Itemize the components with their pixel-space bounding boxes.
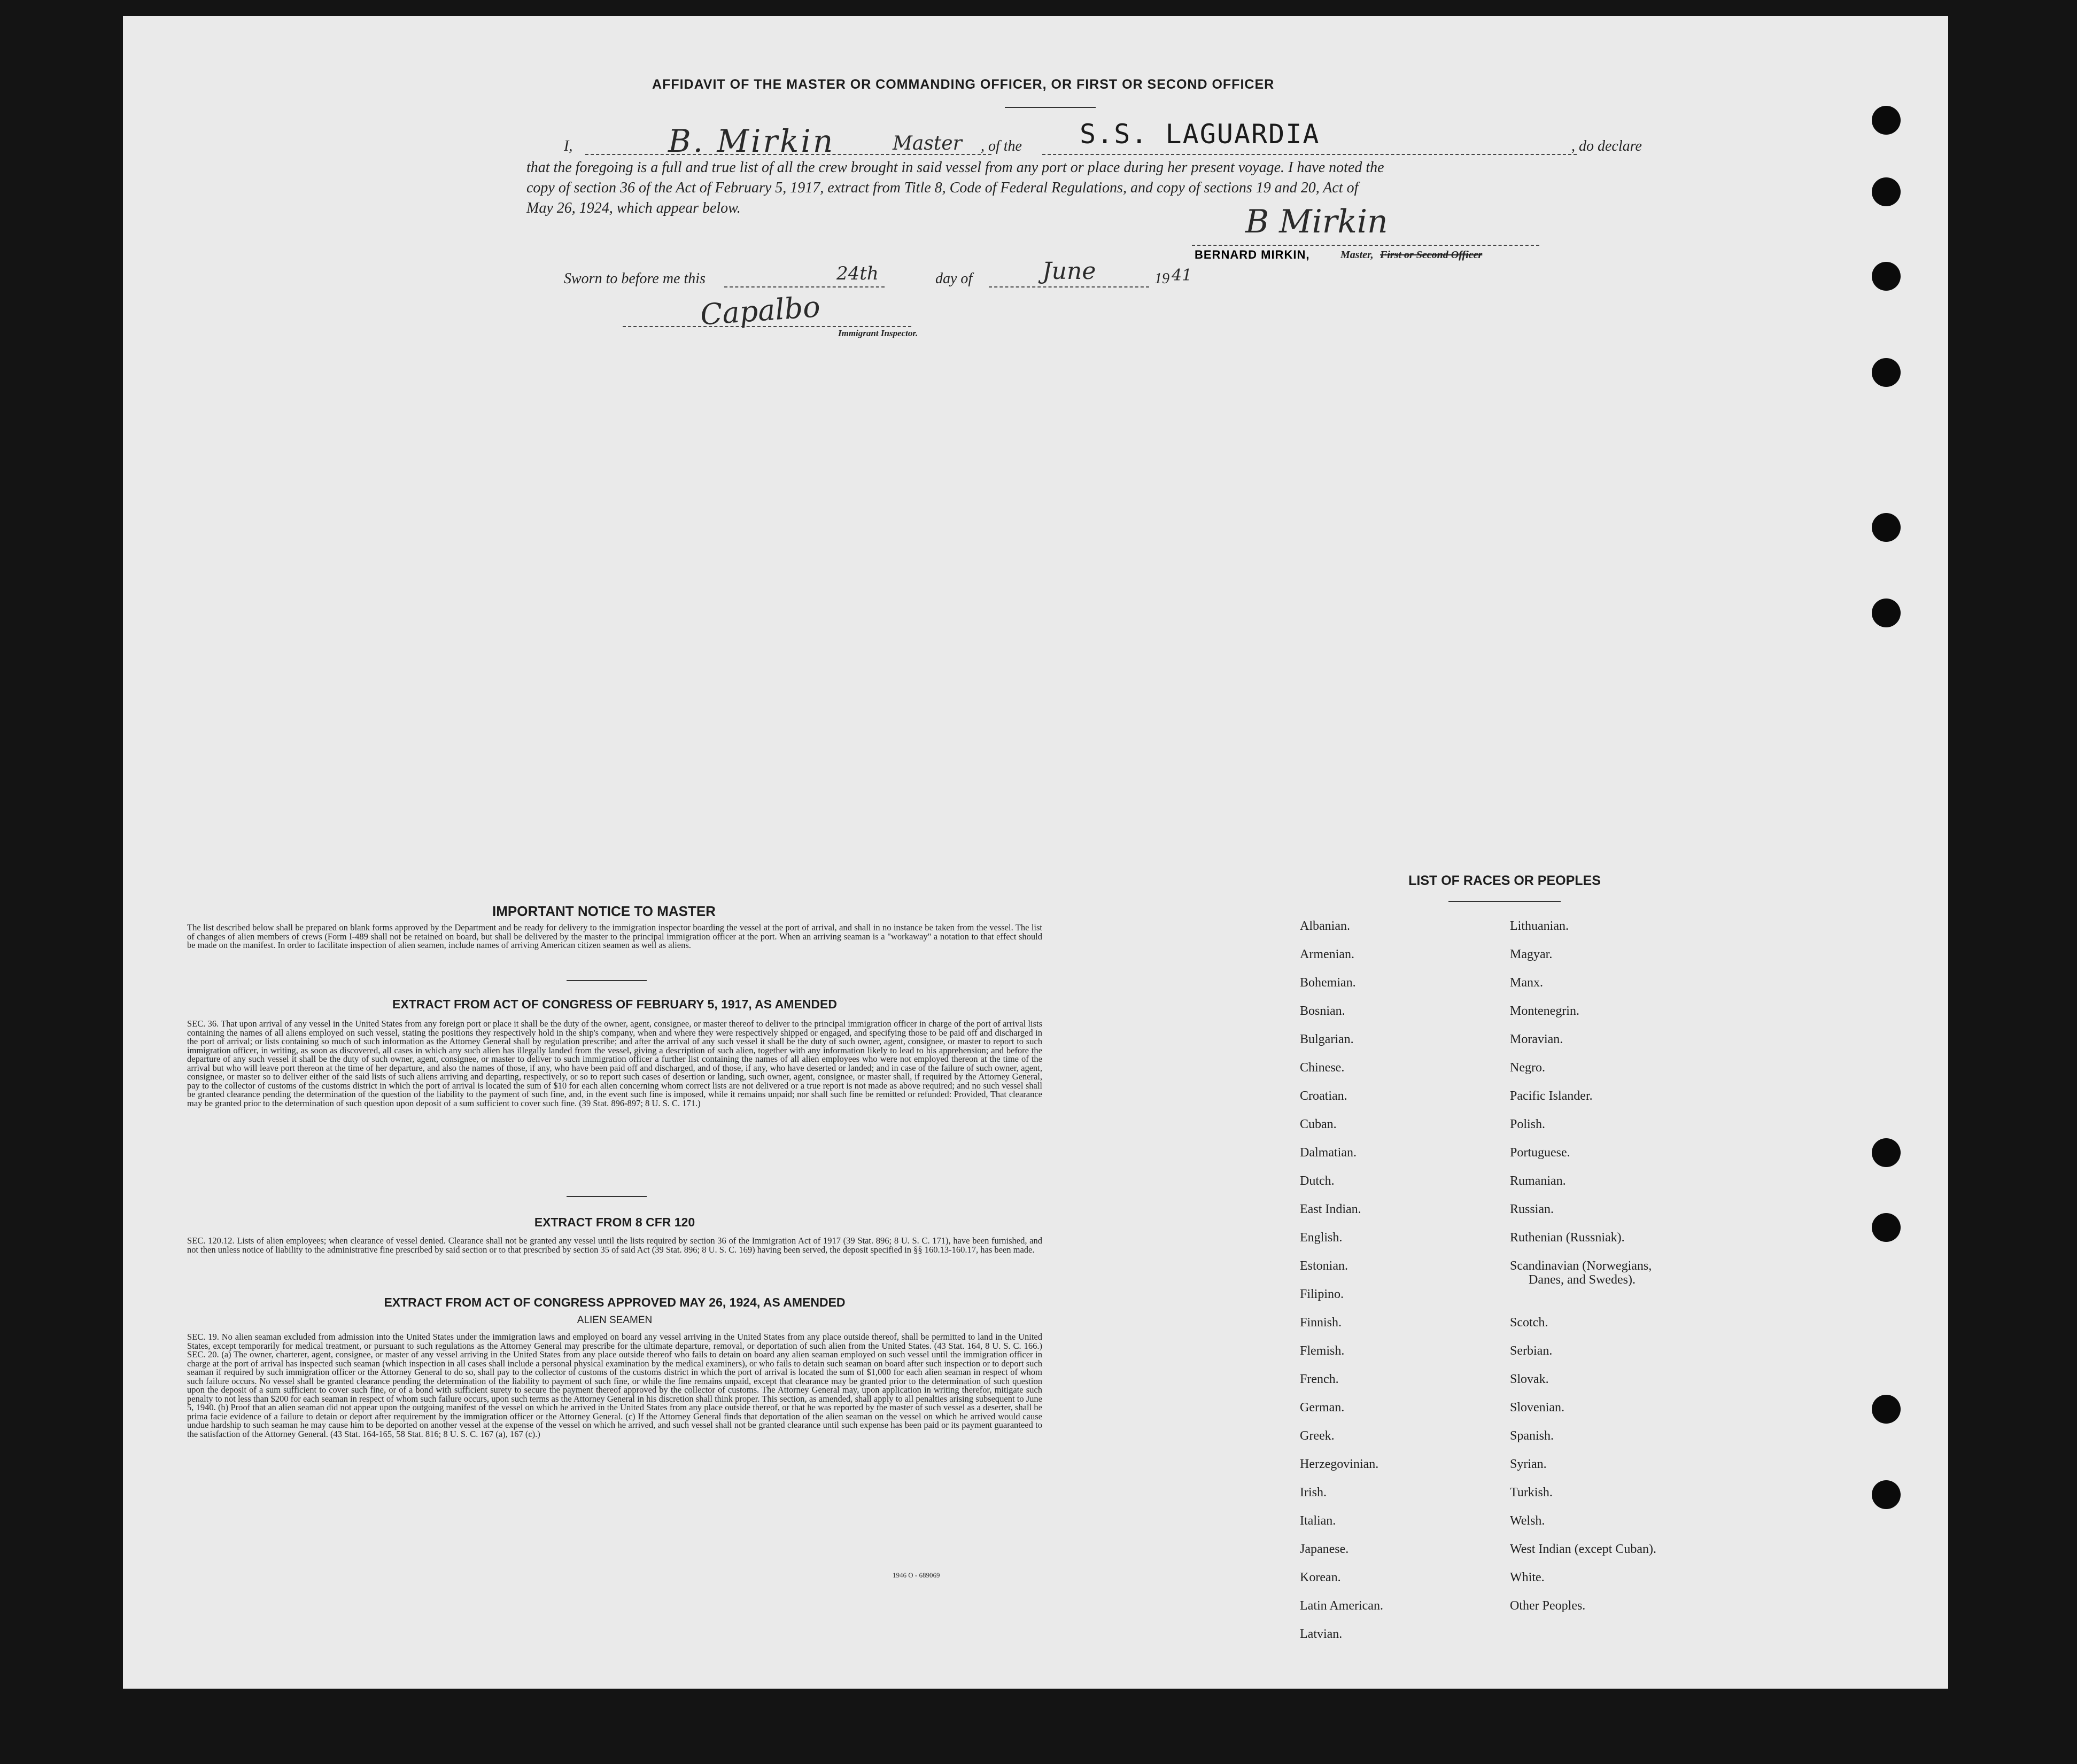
notice-title: IMPORTANT NOTICE TO MASTER [492,903,716,919]
punch-hole [1872,106,1901,135]
race-left-item: Albanian. [1300,919,1350,933]
punch-hole [1872,513,1901,542]
race-right-item: West Indian (except Cuban). [1510,1542,1656,1556]
race-left-item: Italian. [1300,1514,1336,1528]
race-left-item: Latin American. [1300,1599,1383,1613]
sworn-label: Sworn to before me this [564,270,706,287]
punch-hole [1872,1213,1901,1242]
race-right-item: Polish. [1510,1117,1546,1131]
races-divider [1448,901,1561,902]
race-right-item: Manx. [1510,976,1543,990]
extract-cfr-title: EXTRACT FROM 8 CFR 120 [534,1215,695,1229]
race-right-item: Russian. [1510,1202,1554,1216]
race-left-item: Chinese. [1300,1061,1345,1075]
race-left-item: Filipino. [1300,1287,1344,1301]
race-right-item: Negro. [1510,1061,1545,1075]
sworn-month: June [1042,258,1096,285]
punch-hole [1872,262,1901,291]
race-left-item: Estonian. [1300,1259,1348,1273]
year-prefix: 19 [1154,270,1169,287]
affidavit-line-4: May 26, 1924, which appear below. [526,200,741,216]
signer-typed-name: BERNARD MIRKIN, [1195,248,1310,261]
extract-1917-divider [567,1196,647,1197]
race-right-item: Danes, and Swedes). [1529,1273,1636,1287]
master-name-handwritten: B. Mirkin [668,123,835,159]
print-code: 1946 O - 689069 [893,1571,940,1579]
sworn-month-line [989,286,1149,287]
race-left-item: Bohemian. [1300,976,1356,990]
race-right-item: Rumanian. [1510,1174,1566,1188]
punch-hole [1872,1138,1901,1167]
extract-1924-text: SEC. 19. No alien seaman excluded from admission into the United States under the immigration laws and employed on board any vessel arriving in the United States from any place outside thereof, shall be permitted to land in the United States, except temporarily for medical treatment, or pursuant to such regulations as the Attorney General may prescribe for the ultimate departure, removal, or deportation of such alien from the United States. (43 Stat. 164, 8 U. S. C. 166.) SEC. 20. (a) The owner, charterer, agent, consignee, or master of any vessel arriving in the United States from any place outside thereof who fails to detain on board any alien seaman employed on such vessel until the immigration officer in charge at the port of arrival has inspected such seaman (which inspection in all cases shall include a personal physical examination by the medical examiners), or who fails to detain such seaman on board after such inspection or to deport such seaman if required by such immigration officer or the Attorney General to do so, shall pay to the collector of customs of the customs district in which the port of arrival is located the sum of $1,000 for each alien seaman in respect of whom such failure occurs. No vessel shall be granted clearance pending the determination of the liability to payment of such fine, or while the fine remains unpaid, except that clearance may be granted prior to the determination of such question upon the deposit of a sum sufficient to cover such fine, or of a bond with sufficient surety to secure the payment thereof approved by the collector of customs. The Attorney General may, upon application in writing therefor, mitigate such penalty to not less than $200 for each seaman in respect of whom such failure occurs, upon such terms as the Attorney General in his discretion shall think proper. This section, as amended, shall apply to all penalties arising subsequent to June 5, 1940. (b) Proof that an alien seaman did not appear upon the outgoing manifest of the vessel on which he arrived in the United States from any place outside thereof, or that he was reported by the master of such vessel as a deserter, shall be prima facie evidence of a failure to detain or deport after requirement by the immigration officer or the Attorney General. (c) If the Attorney General finds that deportation of the alien seaman on the vessel on which he arrived would cause undue hardship to such seaman he may cause him to be deported on another vessel at the expense of the vessel on which he arrived, and such vessel shall not be granted clearance until such expense has been paid or its payment guaranteed to the satisfaction of the Attorney General. (43 Stat. 164-165, 58 Stat. 816; 8 U. S. C. 167 (a), 167 (c).) [187,1332,1042,1439]
race-left-item: German. [1300,1401,1345,1415]
race-right-item: Lithuanian. [1510,919,1569,933]
extract-1917-text: SEC. 36. That upon arrival of any vessel in the United States from any foreign port or place it shall be the duty of the owner, agent, consignee, or master thereof to deliver to the principal immigration officer in charge of the port of arrival lists containing the names of all aliens employed on such vessel, stating the positions they respectively hold in the ship's company, when and where they were respectively shipped or engaged, and specifying those to be paid off and discharged in the port of arrival; or lists containing so much of such information as the Attorney General shall by regulation prescribe; and after the arrival of any such vessel it shall be the duty of such owner, agent, consignee, or master to report to such immigration officer, in writing, as soon as discovered, all cases in which any such alien has illegally landed from the vessel, giving a description of such alien, together with any information likely to lead to his apprehension; and before the departure of any such vessel it shall be the duty of such owner, agent, consignee, or master to deliver to such immigration officer a further list containing the names of all alien employees who were not employed thereon at the time of the arrival but who will leave port thereon at the time of her departure, and also the names of those, if any, who have been paid off and discharged, and of those, if any, who have deserted or landed; and in case of the failure of such owner, agent, consignee, or master so to deliver either of the said lists of such aliens arriving and departing, respectively, or so to report such cases of desertion or landing, such owner, agent, consignee, or master shall, if required by the Attorney General, pay to the collector of customs of the customs district in which the port of arrival is located the sum of $10 for each alien concerning whom correct lists are not delivered or a true report is not made as above required; and no such vessel shall be granted clearance pending the determination of the question of the liability to the payment of such fine, and, in the event such fine is imposed, while it remains unpaid; nor shall such fine be remitted or refunded: Provided, That clearance may be granted prior to the determination of such question upon deposit of a sum sufficient to cover such fine. (39 Stat. 896-897; 8 U. S. C. 171.) [187,1019,1042,1108]
year-suffix: 41 [1172,266,1192,285]
race-right-item: Portuguese. [1510,1146,1570,1160]
race-right-item: Turkish. [1510,1486,1553,1499]
signature-line [1192,245,1539,246]
punch-hole [1872,599,1901,627]
sworn-day: 24th [836,263,879,284]
inspector-signature: Capalbo [699,290,821,332]
notice-divider [567,980,647,981]
race-left-item: Dutch. [1300,1174,1335,1188]
race-right-item: Ruthenian (Russniak). [1510,1231,1625,1245]
signer-role: Master, [1340,249,1374,261]
day-of-label: day of [935,270,973,287]
race-right-item: Syrian. [1510,1457,1547,1471]
race-right-item: Pacific Islander. [1510,1089,1593,1103]
punch-hole [1872,177,1901,206]
punch-hole [1872,358,1901,387]
race-left-item: Armenian. [1300,947,1354,961]
signer-role-struck: First or Second Officer [1380,249,1483,261]
races-title: LIST OF RACES OR PEOPLES [1408,873,1601,888]
punch-hole [1872,1395,1901,1424]
extract-cfr-text: SEC. 120.12. Lists of alien employees; when clearance of vessel denied. Clearance shall not be granted any vessel until the lists required by section 36 of the Immigration Act of 1917 (39 Stat. 896; 8 U. S. C. 171), have been furnished, and not then unless notice of liability to the administrative fine prescribed by said section or to that prescribed by section 35 of said Act (39 Stat. 896; 8 U. S. C. 169) having been served, the deposit specified in §§ 160.13-160.17, has been made. [187,1235,1042,1255]
race-right-item: Montenegrin. [1510,1004,1579,1018]
race-right-item: Scotch. [1510,1316,1548,1330]
race-left-item: Korean. [1300,1571,1341,1584]
race-left-item: Croatian. [1300,1089,1347,1103]
race-right-item: Welsh. [1510,1514,1545,1528]
race-right-item: Other Peoples. [1510,1599,1586,1613]
race-left-item: Greek. [1300,1429,1335,1443]
race-left-item: Cuban. [1300,1117,1337,1131]
extract-1924-title: EXTRACT FROM ACT OF CONGRESS APPROVED MAY 26, 1924, AS AMENDED [384,1295,846,1309]
race-left-item: Finnish. [1300,1316,1342,1330]
race-left-item: East Indian. [1300,1202,1361,1216]
master-signature: B Mirkin [1245,203,1388,240]
extract-1924-subtitle: ALIEN SEAMEN [577,1315,653,1326]
race-right-item: Slovenian. [1510,1401,1564,1415]
race-left-item: Herzegovinian. [1300,1457,1379,1471]
title-divider [1005,107,1096,108]
race-right-item: White. [1510,1571,1545,1584]
extract-1917-title: EXTRACT FROM ACT OF CONGRESS OF FEBRUARY 5, 1917, AS AMENDED [392,997,837,1011]
race-left-item: French. [1300,1372,1339,1386]
race-right-item: Moravian. [1510,1032,1563,1046]
race-right-item: Scandinavian (Norwegians, [1510,1259,1652,1273]
race-left-item: Flemish. [1300,1344,1345,1358]
vessel-name: S.S. LAGUARDIA [1080,119,1320,150]
affidavit-line-3: copy of section 36 of the Act of February 5, 1917, extract from Title 8, Code of Federal Regulations, and copy of sections 19 and 20, Act of [526,180,1359,196]
of-the-label: , of the [981,138,1022,154]
race-left-item: Dalmatian. [1300,1146,1357,1160]
race-right-item: Serbian. [1510,1344,1553,1358]
affidavit-title: AFFIDAVIT OF THE MASTER OR COMMANDING OFFICER, OR FIRST OR SECOND OFFICER [652,77,1275,92]
race-right-item: Slovak. [1510,1372,1549,1386]
inspector-label: Immigrant Inspector. [838,328,918,338]
do-declare-label: , do declare [1571,138,1642,154]
affidavit-i-label: I, [564,138,573,154]
document-page [123,16,1948,1689]
race-left-item: English. [1300,1231,1343,1245]
sworn-day-line [724,286,885,287]
race-left-item: Bosnian. [1300,1004,1345,1018]
race-left-item: Irish. [1300,1486,1327,1499]
vessel-name-line [1042,154,1577,155]
race-right-item: Magyar. [1510,947,1553,961]
race-left-item: Latvian. [1300,1627,1343,1641]
affidavit-line-2: that the foregoing is a full and true list of all the crew brought in said vessel from any port or place during her present voyage. I have noted the [526,159,1384,176]
race-left-item: Bulgarian. [1300,1032,1354,1046]
race-right-item: Spanish. [1510,1429,1554,1443]
master-rank-handwritten: Master [893,133,962,154]
punch-hole [1872,1480,1901,1509]
notice-text: The list described below shall be prepared on blank forms approved by the Department and be ready for delivery to the immigration inspector boarding the vessel at the port of arrival, and shall in no instance be taken from the vessel. The list of changes of alien members of crews (Form I-489 shall not be retained on board, but shall be delivered by the master to the principal immigration officer at the port. When an arriving seaman is a "workaway" a notation to that effect should be made on the manifest. In order to facilitate inspection of alien seamen, include names of arriving American citizen seamen as well as aliens. [187,922,1042,950]
race-left-item: Japanese. [1300,1542,1349,1556]
